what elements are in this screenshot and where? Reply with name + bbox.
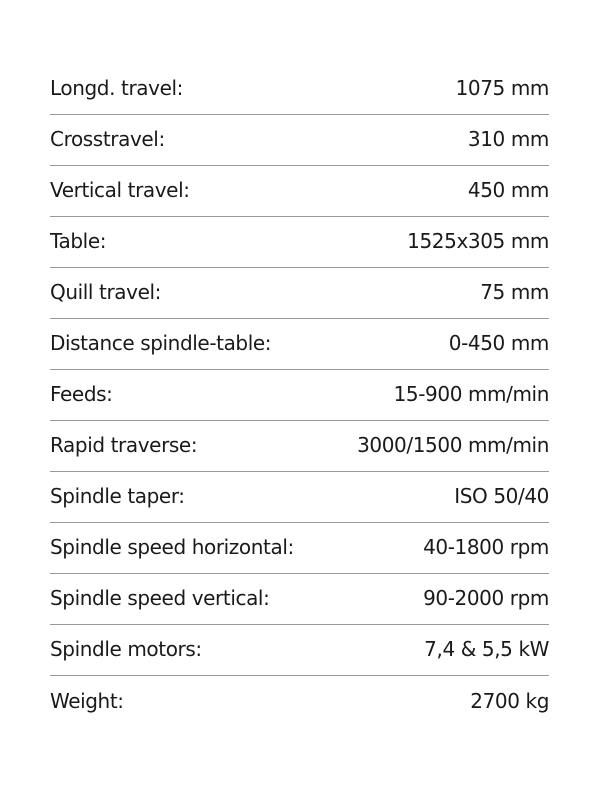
spec-label: Table:	[50, 229, 107, 253]
spec-row-feeds	[50, 370, 549, 421]
spec-label: Vertical travel:	[50, 178, 190, 202]
spec-label: Spindle speed vertical:	[50, 586, 270, 610]
spec-value: 40-1800 rpm	[423, 535, 549, 559]
spec-label: Distance spindle-table:	[50, 331, 272, 355]
spec-value: 1525x305 mm	[407, 229, 549, 253]
spec-row-table	[50, 217, 549, 268]
spec-row-quill-travel	[50, 268, 549, 319]
spec-row-spindle-speed-horizontal	[50, 523, 549, 574]
spec-value: 90-2000 rpm	[423, 586, 549, 610]
spec-label: Feeds:	[50, 382, 113, 406]
spec-row-longd-travel	[50, 64, 549, 115]
spec-row-rapid-traverse	[50, 421, 549, 472]
spec-row-spindle-motors	[50, 625, 549, 676]
spec-label: Spindle taper:	[50, 484, 185, 508]
spec-value: 75 mm	[480, 280, 549, 304]
spec-value: 0-450 mm	[448, 331, 549, 355]
spec-row-crosstravel	[50, 115, 549, 166]
spec-value: 1075 mm	[455, 76, 549, 100]
spec-label: Rapid traverse:	[50, 433, 198, 457]
spec-table	[50, 64, 549, 727]
spec-label: Spindle motors:	[50, 637, 202, 661]
spec-row-vertical-travel	[50, 166, 549, 217]
spec-row-distance-spindle-table	[50, 319, 549, 370]
spec-value: 310 mm	[467, 127, 549, 151]
spec-label: Longd. travel:	[50, 76, 183, 100]
spec-value: 15-900 mm/min	[393, 382, 549, 406]
spec-row-spindle-speed-vertical	[50, 574, 549, 625]
spec-value: 2700 kg	[470, 689, 549, 713]
spec-label: Weight:	[50, 689, 124, 713]
spec-value: 7,4 & 5,5 kW	[424, 637, 549, 661]
spec-label: Spindle speed horizontal:	[50, 535, 294, 559]
spec-value: ISO 50/40	[454, 484, 549, 508]
spec-row-weight	[50, 676, 549, 727]
spec-label: Crosstravel:	[50, 127, 165, 151]
spec-value: 450 mm	[467, 178, 549, 202]
spec-value: 3000/1500 mm/min	[357, 433, 549, 457]
spec-label: Quill travel:	[50, 280, 162, 304]
spec-row-spindle-taper	[50, 472, 549, 523]
